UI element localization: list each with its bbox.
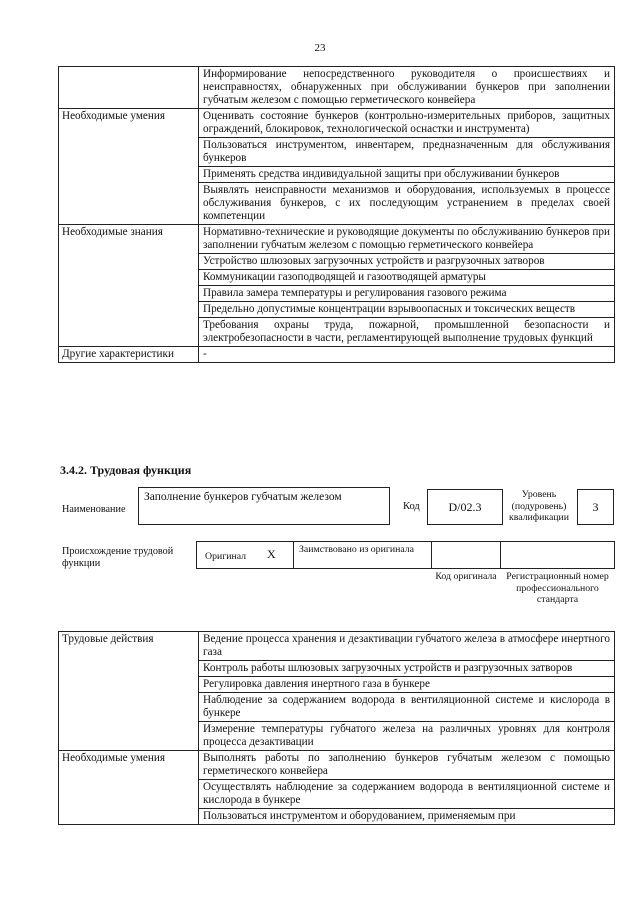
code-label: Код [403, 501, 420, 512]
table-cell: - [199, 347, 615, 363]
table-cell: Осуществлять наблюдение за содержанием водорода в вентиляционной системе и кислорода в бункере [199, 780, 615, 809]
page-number: 23 [314, 42, 326, 54]
table-cell: Выявлять неисправности механизмов и оборудования, используемых в процессе обслуживания бункеров, с их последующим устранением в пределах своей компетенции [199, 183, 615, 225]
row-header-skills: Необходимые умения [59, 109, 199, 225]
registration-number-box [500, 541, 615, 569]
table-cell: Устройство шлюзовых загрузочных устройств и разгрузочных затворов [199, 254, 615, 270]
original-code-box [431, 541, 501, 569]
table-cell: Контроль работы шлюзовых загрузочных устройств и разгрузочных затворов [199, 661, 615, 677]
original-label: Оригинал [205, 551, 247, 562]
level-label: Уровень (подуровень) квалификации [508, 489, 570, 523]
level-value: 3 [592, 500, 599, 514]
table-cell: Применять средства индивидуальной защиты при обслуживании бункеров [199, 167, 615, 183]
origin-label: Происхождение трудовой функции [62, 546, 174, 569]
table-cell: Правила замера температуры и регулирования газового режима [199, 286, 615, 302]
table-cell: Оценивать состояние бункеров (контрольно-измерительных приборов, защитных ограждений, блокировок, технологической оснастки и инструмента) [199, 109, 615, 138]
borrowed-label: Заимствовано из оригинала [299, 544, 414, 555]
code-caption: Код оригинала [435, 571, 497, 582]
row-header-skills: Необходимые умения [59, 751, 199, 825]
function-name-value: Заполнение бункеров губчатым железом [144, 491, 342, 503]
table-cell: Предельно допустимые концентрации взрывоопасных и токсических веществ [199, 302, 615, 318]
borrowed-box [293, 541, 432, 569]
registration-caption: Регистрационный номер профессионального стандарта [506, 571, 609, 605]
code-box [427, 489, 503, 525]
section-title: 3.4.2. Трудовая функция [60, 463, 192, 477]
table-cell: Наблюдение за содержанием водорода в вентиляционной системе и кислорода в бункере [199, 693, 615, 722]
table-cell: Ведение процесса хранения и дезактивации губчатого железа в атмосфере инертного газа [199, 632, 615, 661]
table-row [59, 67, 615, 109]
name-label: Наименование [62, 504, 126, 515]
row-header-other: Другие характеристики [59, 347, 199, 363]
table-cell: Пользоваться инструментом и оборудованием, применяемым при [199, 809, 615, 825]
table-row [59, 109, 615, 138]
table-cell: Информирование непосредственного руководителя о происшествиях и неисправностях, обнаруженных при обслуживании бункеров при заполнении губчатым железом с помощью герметического конвейера [199, 67, 615, 109]
table-cell: Выполнять работы по заполнению бункеров губчатым железом с помощью герметического конвейера [199, 751, 615, 780]
original-box [196, 541, 294, 569]
actions-skills-table [58, 631, 615, 825]
row-header-knowledge: Необходимые знания [59, 225, 199, 347]
table-row [59, 751, 615, 780]
table-cell: Измерение температуры губчатого железа на различных уровнях для контроля процесса дезактивации [199, 722, 615, 751]
table-row [59, 225, 615, 254]
table-cell: Нормативно-технические и руководящие документы по обслуживанию бункеров при заполнении губчатым железом с помощью герметического конвейера [199, 225, 615, 254]
table-cell: Коммуникации газоподводящей и газоотводящей арматуры [199, 270, 615, 286]
function-name-box [138, 487, 390, 525]
table-row [59, 632, 615, 661]
level-box [577, 489, 614, 525]
table-cell: Регулировка давления инертного газа в бункере [199, 677, 615, 693]
row-header [59, 67, 199, 109]
original-mark: X [267, 547, 276, 561]
code-value: D/02.3 [448, 500, 482, 514]
skills-knowledge-table [58, 66, 615, 363]
row-header-actions: Трудовые действия [59, 632, 199, 751]
table-cell: Требования охраны труда, пожарной, промышленной безопасности и электробезопасности в части, регламентирующей выполнение трудовых функций [199, 318, 615, 347]
table-row [59, 347, 615, 363]
table-cell: Пользоваться инструментом, инвентарем, предназначенным для обслуживания бункеров [199, 138, 615, 167]
